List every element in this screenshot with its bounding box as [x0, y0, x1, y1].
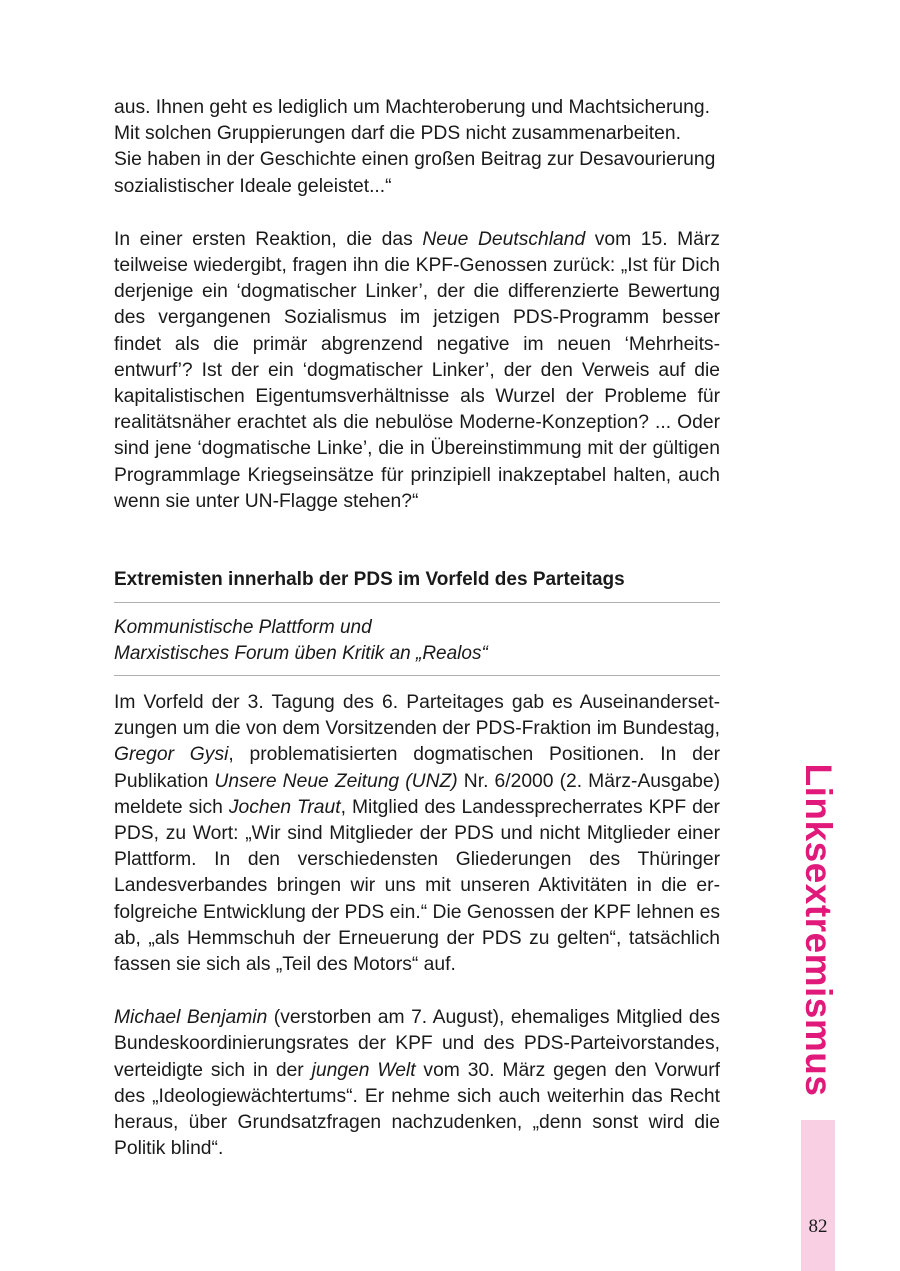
- paragraph-3: [114, 690, 720, 978]
- page-number: 82: [808, 1216, 828, 1237]
- newspaper-title: Neue Deutschland: [422, 228, 586, 250]
- newspaper-title: jungen Welt: [311, 1059, 416, 1081]
- person-name: Gregor Gysi: [114, 744, 229, 766]
- text-line: aus. Ihnen geht es lediglich um Machteroberung und Machtsicherung.: [114, 97, 710, 118]
- text-line: Mit solchen Gruppierungen darf die PDS nicht zusammenarbeiten.: [114, 123, 681, 145]
- text-span: (verstorben am 7. August), ehemaliges Mitglied des Bundeskoordinierungsrates der KPF und des PDS-Parteivorstandes, verteidigte sich in der: [114, 1007, 720, 1081]
- paragraph-4: [114, 1005, 720, 1162]
- page-body: [114, 95, 720, 1163]
- section-heading: Extremisten innerhalb der PDS im Vorfeld des Parteitags: [114, 567, 720, 603]
- text-span: Im Vorfeld der 3. Tagung des 6. Parteitages gab es Auseinandersetzungen um die von dem Vorsitzenden der PDS-Fraktion im Bundestag,: [114, 692, 720, 740]
- text-span: In einer ersten Reaktion, die das: [114, 228, 423, 250]
- chapter-title: Linksextremismus: [798, 763, 839, 1097]
- publication-title: Unsere Neue Zeitung (UNZ): [214, 770, 458, 792]
- chapter-side-tab: [798, 763, 839, 1097]
- section-subheading: [114, 603, 720, 676]
- text-span: , problematisierten dogmatischen Positionen. In der Publikation: [114, 744, 720, 792]
- page-number-tab: [801, 1120, 835, 1271]
- text-span: Nr. 6/2000 (2. März-Ausgabe) meldete sich: [114, 770, 720, 818]
- subheading-line: Marxistisches Forum üben Kritik an „Realos“: [114, 643, 488, 665]
- person-name: Michael Benjamin: [114, 1007, 268, 1029]
- text-span: vom 30. März gegen den Vorwurf des „Ideologiewächtertums“. Er nehme sich auch weiterhin das Recht heraus, über Grundsatzfragen nachzudenken, „denn sonst wird die Politik blind“.: [114, 1059, 720, 1160]
- text-span: , Mitglied des Landessprecherrates KPF der PDS, zu Wort: „Wir sind Mitglieder der PDS und nicht Mitglieder einer Plattform. In den verschiedensten Gliederungen des Thüringer Landesverbandes bringen wir uns mit unseren Aktivitäten in die erfolgreiche Entwicklung der PDS ein.“ Die Genossen der KPF lehnen es ab, „als Hemmschuh der Erneuerung der PDS zu gelten“, tatsächlich fassen sie sich als „Teil des Motors“ auf.: [114, 796, 720, 976]
- paragraph-1: [114, 95, 720, 200]
- person-name: Jochen Traut: [228, 796, 341, 818]
- text-line: Sie haben in der Geschichte einen großen Beitrag zur Desavourierung: [114, 149, 716, 171]
- text-span: vom 15. März teilweise wiedergibt, fragen ihn die KPF-Genossen zurück: „Ist für Dich derjenige ein ‘dogmatischer Linker’, der die differenzierte Bewertung des vergangenen Sozialismus im jetzigen PDS-Programm besser findet als die primär abgrenzend negative im neuen ‘Mehrheitsentwurf’? Ist der ein ‘dogmatischer Linker’, der den Verweis auf die kapitalistischen Eigentumsverhältnisse als Wurzel der Probleme für realitätsnäher erachtet als die nebulöse Moderne-Konzeption? ... Oder sind jene ‘dogmatische Linke’, die in Übereinstimmung mit der gültigen Programmlage Kriegseinsätze für prinzipiell inakzeptabel halten, auch wenn sie unter UN-Flagge stehen?“: [114, 228, 721, 512]
- text-line: sozialistischer Ideale geleistet...“: [114, 175, 392, 197]
- paragraph-2: [114, 227, 720, 515]
- subheading-line: Kommunistische Plattform und: [114, 617, 372, 639]
